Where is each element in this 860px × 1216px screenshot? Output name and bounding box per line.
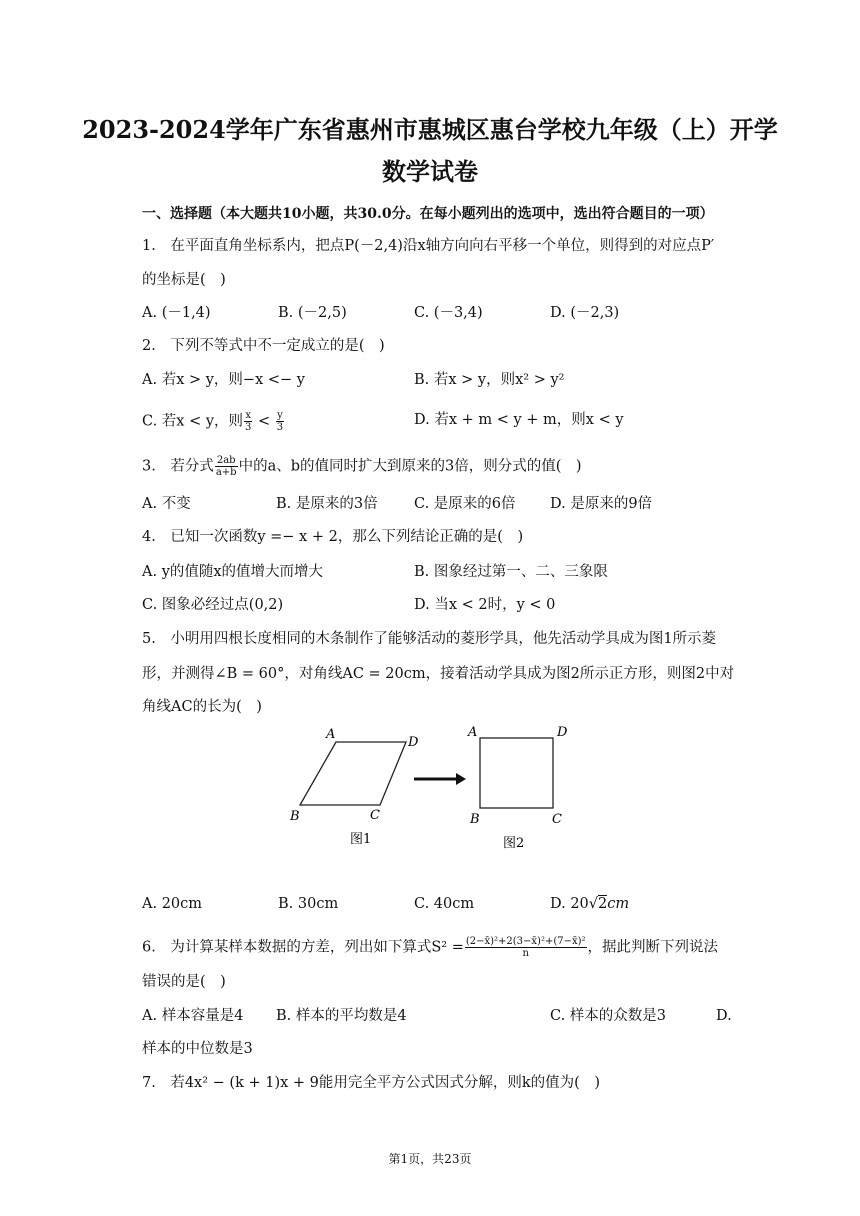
q6-option-d-text: 样本的中位数是3 — [142, 1041, 253, 1057]
q1-stem-line1: 1. 在平面直角坐标系内，把点P(－2,4)沿x轴方向向右平移一个单位，则得到的对应点P′ — [142, 238, 715, 254]
fraction-denominator: 3 — [276, 422, 284, 433]
sqrt-radicand: 2 — [598, 896, 608, 912]
q2-stem: 2. 下列不等式中不一定成立的是( ) — [142, 338, 385, 354]
q3-option-c: C. 是原来的6倍 — [414, 496, 516, 512]
q3-stem-prefix: 3. 若分式 — [142, 458, 214, 475]
q1-stem-line2: 的坐标是( ) — [142, 272, 226, 288]
q6-stem-suffix: ，据此判断下列说法 — [587, 939, 719, 956]
fig2-label-a: A — [468, 725, 478, 740]
fig2-label-c: C — [552, 812, 562, 827]
square-shape — [480, 738, 553, 808]
q7-stem: 7. 若4x² − (k + 1)x + 9能用完全平方公式因式分解，则k的值为( ) — [142, 1075, 600, 1091]
q5-option-a: A. 20cm — [142, 896, 203, 912]
q6-option-b: B. 样本的平均数是4 — [276, 1008, 407, 1024]
fraction-denominator: n — [522, 948, 529, 959]
q5-stem-line3: 角线AC的长为( ) — [142, 699, 262, 715]
fig1-caption: 图1 — [350, 832, 372, 847]
q6-stem-line2: 错误的是( ) — [142, 974, 226, 990]
q6-stem-prefix: 6. 为计算某样本数据的方差，列出如下算式S² = — [142, 939, 464, 956]
q5-stem-line1: 5. 小明用四根长度相同的木条制作了能够活动的菱形学具，他先活动学具成为图1所示菱 — [142, 631, 717, 647]
fig2-caption: 图2 — [503, 836, 525, 851]
q4-stem: 4. 已知一次函数y =− x + 2，那么下列结论正确的是( ) — [142, 529, 524, 545]
fraction-numerator: y — [277, 410, 283, 421]
q1-option-c: C. (－3,4) — [414, 305, 483, 321]
rhombus-shape — [300, 742, 406, 805]
q3-stem — [142, 455, 582, 478]
sqrt-sign: √ — [588, 896, 599, 912]
q2-option-c-prefix: C. 若x < y，则 — [142, 413, 244, 430]
q5-figure — [280, 722, 580, 857]
fraction-numerator: (2−x̄)²+2(3−x̄)²+(7−x̄)² — [465, 936, 586, 947]
q5-option-d-prefix: D. 20 — [550, 896, 589, 912]
fig2-label-d: D — [557, 725, 568, 740]
fig1-label-b: B — [290, 809, 300, 824]
fraction-numerator: 2ab — [215, 455, 238, 467]
page-footer: 第1页，共23页 — [388, 1152, 472, 1166]
q5-option-c: C. 40cm — [414, 896, 475, 912]
q5-stem-line2: 形，并测得∠B = 60°，对角线AC = 20cm，接着活动学具成为图2所示正方形，则图2中对 — [142, 666, 735, 682]
q5-option-d-unit: cm — [607, 896, 630, 912]
q2-option-a: A. 若x > y，则−x <− y — [142, 372, 305, 388]
q2-option-c-fraction-x — [244, 410, 252, 433]
q2-option-c-fraction-y — [276, 410, 284, 433]
fig1-label-c: C — [370, 808, 380, 823]
q4-option-d: D. 当x < 2时，y < 0 — [414, 597, 556, 613]
q5-option-b: B. 30cm — [278, 896, 339, 912]
fig2-label-b: B — [470, 812, 480, 827]
q5-option-d — [550, 894, 629, 914]
q1-option-d: D. (－2,3) — [550, 305, 620, 321]
q3-option-d: D. 是原来的9倍 — [550, 496, 653, 512]
q3-stem-suffix: 中的a、b的值同时扩大到原来的3倍，则分式的值( ) — [238, 458, 582, 475]
q6-variance-fraction — [465, 936, 587, 959]
q2-option-d: D. 若x + m < y + m，则x < y — [414, 412, 624, 428]
q3-option-b: B. 是原来的3倍 — [276, 496, 378, 512]
q6-option-c: C. 样本的众数是3 — [550, 1008, 667, 1024]
arrow-head — [456, 773, 466, 785]
q2-option-b: B. 若x > y，则x² > y² — [414, 372, 565, 388]
q6-option-a: A. 样本容量是4 — [142, 1008, 244, 1024]
section-heading: 一、选择题（本大题共10小题，共30.0分。在每小题列出的选项中，选出符合题目的一项） — [142, 206, 714, 222]
q6-stem-line1 — [142, 936, 718, 959]
fig1-label-d: D — [408, 735, 419, 750]
q4-option-a: A. y的值随x的值增大而增大 — [142, 564, 324, 580]
q6-option-d-letter: D. — [716, 1008, 732, 1024]
fraction-denominator: a+b — [215, 467, 237, 478]
q3-option-a: A. 不变 — [142, 496, 191, 512]
fraction-numerator: x — [245, 410, 252, 421]
q4-option-c: C. 图象必经过点(0,2) — [142, 597, 284, 613]
q2-option-c-lt: < — [253, 413, 275, 430]
q4-option-b: B. 图象经过第一、二、三象限 — [414, 564, 608, 580]
exam-title-line1: 2023-2024学年广东省惠州市惠城区惠台学校九年级（上）开学 — [82, 115, 778, 144]
q1-option-b: B. (－2,5) — [278, 305, 347, 321]
q2-option-c — [142, 410, 285, 433]
q3-fraction — [215, 455, 238, 478]
exam-title-line2: 数学试卷 — [382, 157, 478, 186]
q1-option-a: A. (－1,4) — [142, 305, 211, 321]
fig1-label-a: A — [326, 727, 336, 742]
fraction-denominator: 3 — [245, 422, 252, 433]
